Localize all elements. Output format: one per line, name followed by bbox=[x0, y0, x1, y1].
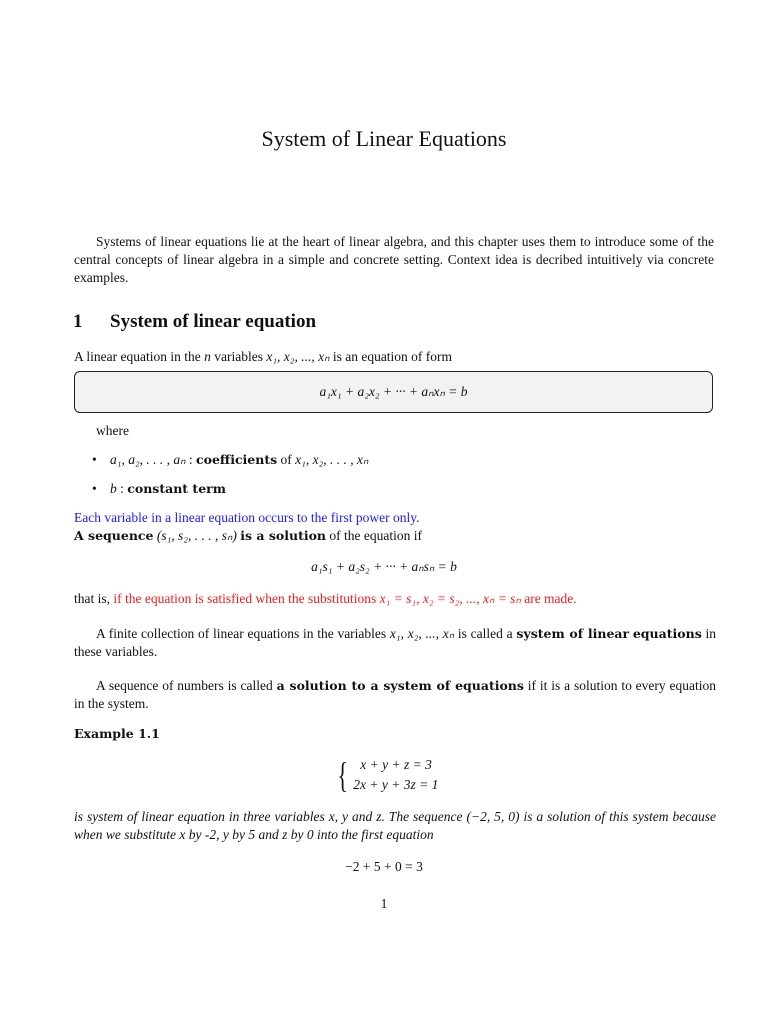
bullet-constant-term bbox=[92, 481, 226, 497]
example-equation-row: 2x + y + 3z = 1 bbox=[353, 777, 439, 792]
bullet-term: constant term bbox=[127, 481, 226, 496]
example-label-text: Example 1.1 bbox=[74, 726, 160, 741]
linear-equation-formula: a₁x₁ + a₂x₂ + ··· + aₙxₙ = b bbox=[319, 384, 468, 399]
example-equation-row: x + y + z = 3 bbox=[360, 757, 432, 772]
abstract-text: Systems of linear equations lie at the heart of linear algebra, and this chapter uses them to introduce some of the central concepts of linear algebra in a simple and concrete setting. Context idea is decribed intuitively via concrete examples. bbox=[74, 234, 714, 285]
solution-def-bold: is a solution bbox=[240, 528, 327, 543]
system-solution-text: if it is a solution to every equation in the system. bbox=[74, 678, 717, 711]
solution-definition bbox=[74, 527, 716, 545]
bullet-math: a₁, a₂, . . . , aₙ bbox=[110, 452, 186, 467]
intro-text: A linear equation in the bbox=[74, 349, 205, 364]
solution-def-text: of the equation if bbox=[326, 528, 422, 543]
section-title: System of linear equation bbox=[110, 311, 317, 332]
page-number: 1 bbox=[380, 896, 388, 911]
that-is-red-text: if the equation is satisfied when the substitutions bbox=[113, 591, 380, 606]
system-def-bold: equations bbox=[632, 626, 702, 641]
example-system-rows bbox=[353, 755, 438, 795]
that-is-red-end: are made. bbox=[520, 591, 577, 606]
abstract bbox=[74, 233, 714, 287]
system-solution-definition bbox=[74, 677, 716, 713]
bullet-sep: : bbox=[116, 481, 128, 496]
left-brace-icon: { bbox=[337, 755, 348, 795]
bullet-math: x₁, x₂, . . . , xₙ bbox=[295, 452, 369, 467]
system-definition bbox=[74, 625, 716, 661]
solution-equation-formula: a₁s₁ + a₂s₂ + ··· + aₙsₙ = b bbox=[311, 559, 457, 574]
example-label bbox=[74, 725, 716, 743]
that-is-prefix: that is, bbox=[74, 591, 114, 606]
intro-vars: x₁, x₂, ..., xₙ bbox=[266, 349, 330, 364]
intro-paragraph bbox=[74, 348, 716, 366]
system-def-text: is called a bbox=[454, 626, 517, 641]
where-label: where bbox=[96, 423, 129, 438]
boxed-equation bbox=[74, 371, 713, 413]
example-check-formula: −2 + 5 + 0 = 3 bbox=[345, 859, 423, 874]
solution-def-bold: A sequence bbox=[74, 528, 154, 543]
bullet-dot: • bbox=[92, 481, 97, 496]
example-system bbox=[334, 755, 438, 795]
bullet-sep: : bbox=[185, 452, 197, 467]
solution-def-math: (s₁, s₂, . . . , sₙ) bbox=[153, 528, 241, 543]
first-power-note: Each variable in a linear equation occurs to the first power only. bbox=[74, 510, 420, 525]
system-def-vars: x₁, x₂, ..., xₙ bbox=[389, 626, 455, 641]
that-is-paragraph bbox=[74, 590, 716, 608]
system-def-text: A finite collection of linear equations in the variables bbox=[96, 626, 390, 641]
bullet-math: b bbox=[110, 481, 117, 496]
intro-text: variables bbox=[210, 349, 267, 364]
system-solution-bold: a solution to a system of equations bbox=[276, 678, 524, 693]
document-title: System of Linear Equations bbox=[261, 126, 507, 151]
example-explanation: is system of linear equation in three variables x, y and z. The sequence (−2, 5, 0) is a solution of this system because when we substitute x by -2, y by 5 and z by 0 into the first equation bbox=[74, 809, 716, 842]
section-heading bbox=[73, 311, 316, 333]
bullet-coefficients bbox=[92, 452, 368, 468]
solution-equation bbox=[0, 559, 768, 575]
bullet-dot: • bbox=[92, 452, 97, 467]
that-is-red-math: x₁ = s₁, x₂ = s₂, ..., xₙ = sₙ bbox=[379, 591, 521, 606]
bullet-text: of bbox=[277, 452, 296, 467]
intro-text: is an equation of form bbox=[329, 349, 453, 364]
intro-var-n: n bbox=[204, 349, 211, 364]
system-def-bold: system of linear bbox=[516, 626, 630, 641]
system-solution-text: A sequence of numbers is called bbox=[96, 678, 277, 693]
bullet-term: coefficients bbox=[196, 452, 278, 467]
system-def-text: in these variables. bbox=[74, 626, 716, 659]
example-check-equation bbox=[0, 859, 768, 875]
section-number: 1 bbox=[73, 311, 83, 332]
